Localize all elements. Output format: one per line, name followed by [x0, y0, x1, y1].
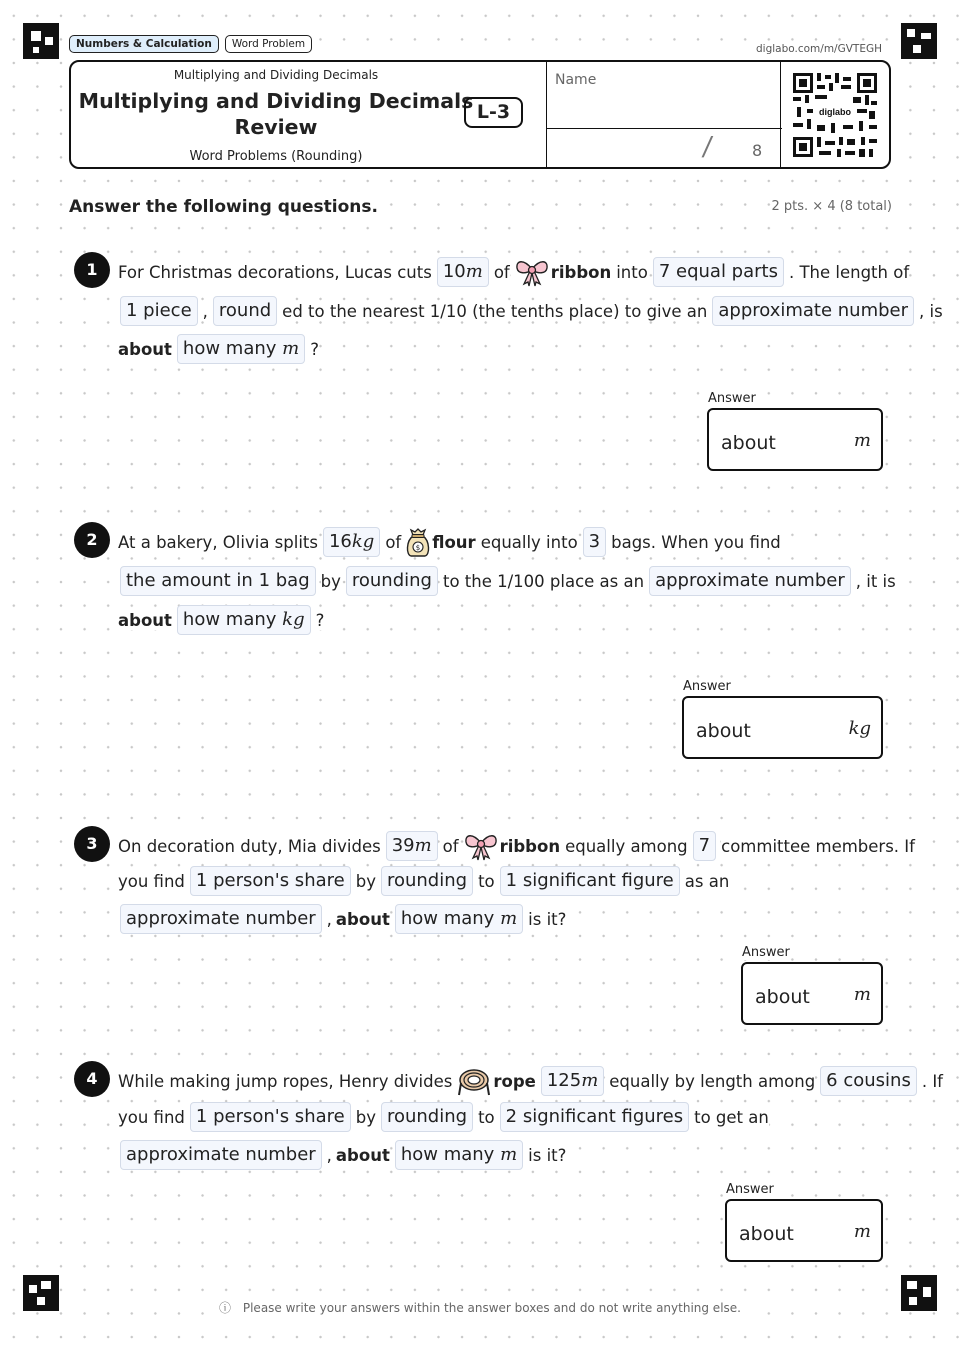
question-text: ,	[202, 301, 208, 321]
corner-marker-top-left	[23, 23, 59, 59]
question-text: to the 1/100 place as an	[442, 571, 645, 591]
qr-code-icon	[793, 73, 877, 157]
question-text: you find	[118, 1107, 185, 1127]
question-text: as an	[684, 871, 730, 891]
value-box: 3	[583, 527, 606, 557]
question-text: . The length of	[788, 262, 910, 282]
answer-unit: kg	[848, 718, 871, 739]
page-title	[71, 88, 481, 140]
answer-label: Answer	[708, 391, 756, 406]
question-text: of	[385, 532, 402, 552]
instructions: Answer the following questions.	[69, 197, 382, 217]
rope-icon	[456, 1065, 492, 1097]
question-text: equally by length among	[609, 1071, 816, 1091]
answer-prefix: about	[755, 986, 810, 1008]
ribbon-icon	[463, 830, 499, 862]
question-keyword: rope	[493, 1071, 536, 1091]
question-text: of	[493, 262, 510, 282]
question-number: 3	[74, 826, 110, 862]
value-box: approximate number	[120, 904, 322, 934]
question-keyword: about	[335, 909, 390, 929]
divider	[546, 62, 547, 167]
question-keyword: about	[118, 610, 172, 630]
question-text: ?	[310, 339, 319, 359]
worksheet-header	[69, 60, 891, 169]
question-keyword: ribbon	[499, 836, 561, 856]
question-number: 2	[74, 522, 110, 558]
question-3-line-2	[118, 866, 729, 896]
question-text: by	[355, 871, 376, 891]
value-box: 2 significant figures	[500, 1102, 689, 1132]
question-text: equally into	[480, 532, 578, 552]
footer-note	[0, 1299, 960, 1316]
value-box: approximate number	[649, 566, 851, 596]
divider	[780, 62, 781, 167]
value-box: 16kg	[323, 527, 380, 557]
value-box: 39m	[386, 831, 438, 861]
question-text: equally among	[565, 836, 688, 856]
question-2-line-1	[118, 526, 781, 558]
footer-text: Please write your answers within the answer boxes and do not write anything else.	[239, 1301, 745, 1315]
question-4-line-3	[118, 1140, 566, 1170]
question-keyword: ribbon	[550, 262, 612, 282]
question-1-line-3	[118, 334, 319, 364]
question-4-line-1	[118, 1065, 943, 1097]
answer-prefix: about	[721, 432, 776, 454]
question-text: you find	[118, 871, 185, 891]
question-keyword: flour	[432, 532, 476, 552]
tag-word-problem: Word Problem	[225, 35, 312, 53]
value-box: rounding	[346, 566, 438, 596]
value-box: 7	[693, 831, 716, 861]
value-box: approximate number	[712, 296, 914, 326]
page-title-line2: Review	[234, 115, 318, 139]
question-text: At a bakery, Olivia splits	[118, 532, 318, 552]
points-info: 2 pts. × 4 (8 total)	[771, 199, 892, 214]
svg-text:$: $	[416, 544, 421, 552]
score-total: 8	[752, 141, 763, 160]
value-box: how many kg	[177, 605, 311, 635]
value-box: rounding	[381, 866, 473, 896]
question-text: ,	[326, 1145, 332, 1165]
ribbon-icon	[514, 256, 550, 288]
question-keyword: about	[118, 339, 172, 359]
answer-label: Answer	[726, 1182, 774, 1197]
level-badge: L-3	[464, 97, 523, 128]
question-3-line-1	[118, 830, 915, 862]
question-text: into	[616, 262, 648, 282]
value-box: 125m	[541, 1066, 604, 1096]
value-box: 1 person's share	[190, 1102, 351, 1132]
question-text: . If	[921, 1071, 943, 1091]
page-subtitle: Word Problems (Rounding)	[189, 149, 363, 164]
question-text: by	[320, 571, 341, 591]
answer-unit: m	[853, 1221, 871, 1242]
value-box: 1 person's share	[190, 866, 351, 896]
subject-label: Multiplying and Dividing Decimals	[173, 68, 379, 82]
question-keyword: about	[335, 1145, 390, 1165]
question-number: 1	[74, 252, 110, 288]
question-text: , it is	[855, 571, 896, 591]
question-text: ,	[326, 909, 332, 929]
question-text: committee members. If	[721, 836, 915, 856]
question-text: to	[478, 871, 495, 891]
question-1-line-2	[118, 296, 943, 326]
answer-label: Answer	[683, 679, 731, 694]
page-title-line1: Multiplying and Dividing Decimals	[78, 89, 474, 113]
worksheet-url: diglabo.com/m/GVTEGH	[756, 43, 882, 55]
value-box: rounding	[381, 1102, 473, 1132]
question-3-line-3	[118, 904, 566, 934]
value-box: approximate number	[120, 1140, 322, 1170]
value-box: 1 piece	[120, 296, 198, 326]
question-text: to get an	[694, 1107, 769, 1127]
answer-prefix: about	[739, 1223, 794, 1245]
value-box: the amount in 1 bag	[120, 566, 316, 596]
flour-bag-icon	[405, 526, 431, 558]
value-box: 1 significant figure	[500, 866, 680, 896]
question-text: to	[478, 1107, 495, 1127]
question-2-line-3	[118, 605, 324, 635]
value-box: how many m	[395, 904, 523, 934]
question-text: bags. When you find	[611, 532, 781, 552]
value-box: 6 cousins	[820, 1066, 917, 1096]
answer-label: Answer	[742, 945, 790, 960]
qr-label: diglabo	[819, 107, 851, 117]
question-text: , is	[919, 301, 943, 321]
value-box: how many m	[177, 334, 305, 364]
question-text: On decoration duty, Mia divides	[118, 836, 381, 856]
question-text: of	[442, 836, 459, 856]
answer-box[interactable]	[725, 1199, 883, 1262]
value-box: round	[213, 296, 277, 326]
value-box: 7 equal parts	[653, 257, 784, 287]
question-number: 4	[74, 1061, 110, 1097]
name-label: Name	[555, 72, 597, 88]
value-box: how many m	[395, 1140, 523, 1170]
answer-box[interactable]	[682, 696, 883, 759]
info-icon: ⓘ	[215, 1301, 235, 1315]
answer-prefix: about	[696, 720, 751, 742]
name-field[interactable]	[548, 62, 780, 128]
question-2-line-2	[118, 566, 896, 596]
divider	[546, 128, 782, 129]
question-text: For Christmas decorations, Lucas cuts	[118, 262, 432, 282]
question-text: is it?	[528, 909, 567, 929]
question-text: While making jump ropes, Henry divides	[118, 1071, 453, 1091]
question-text: is it?	[528, 1145, 567, 1165]
question-4-line-2	[118, 1102, 769, 1132]
tag-numbers-calculation: Numbers & Calculation	[69, 35, 219, 53]
question-text: by	[355, 1107, 376, 1127]
answer-unit: m	[853, 984, 871, 1005]
question-1-line-1	[118, 256, 909, 288]
corner-marker-top-right	[901, 23, 937, 59]
score-slash: /	[700, 132, 714, 162]
category-tags	[69, 35, 312, 53]
answer-box[interactable]	[707, 408, 883, 471]
answer-unit: m	[853, 430, 871, 451]
question-text: ed to the nearest 1/10 (the tenths place) to give an	[282, 301, 708, 321]
question-text: ?	[315, 610, 325, 630]
value-box: 10m	[437, 257, 489, 287]
answer-box[interactable]	[741, 962, 883, 1025]
